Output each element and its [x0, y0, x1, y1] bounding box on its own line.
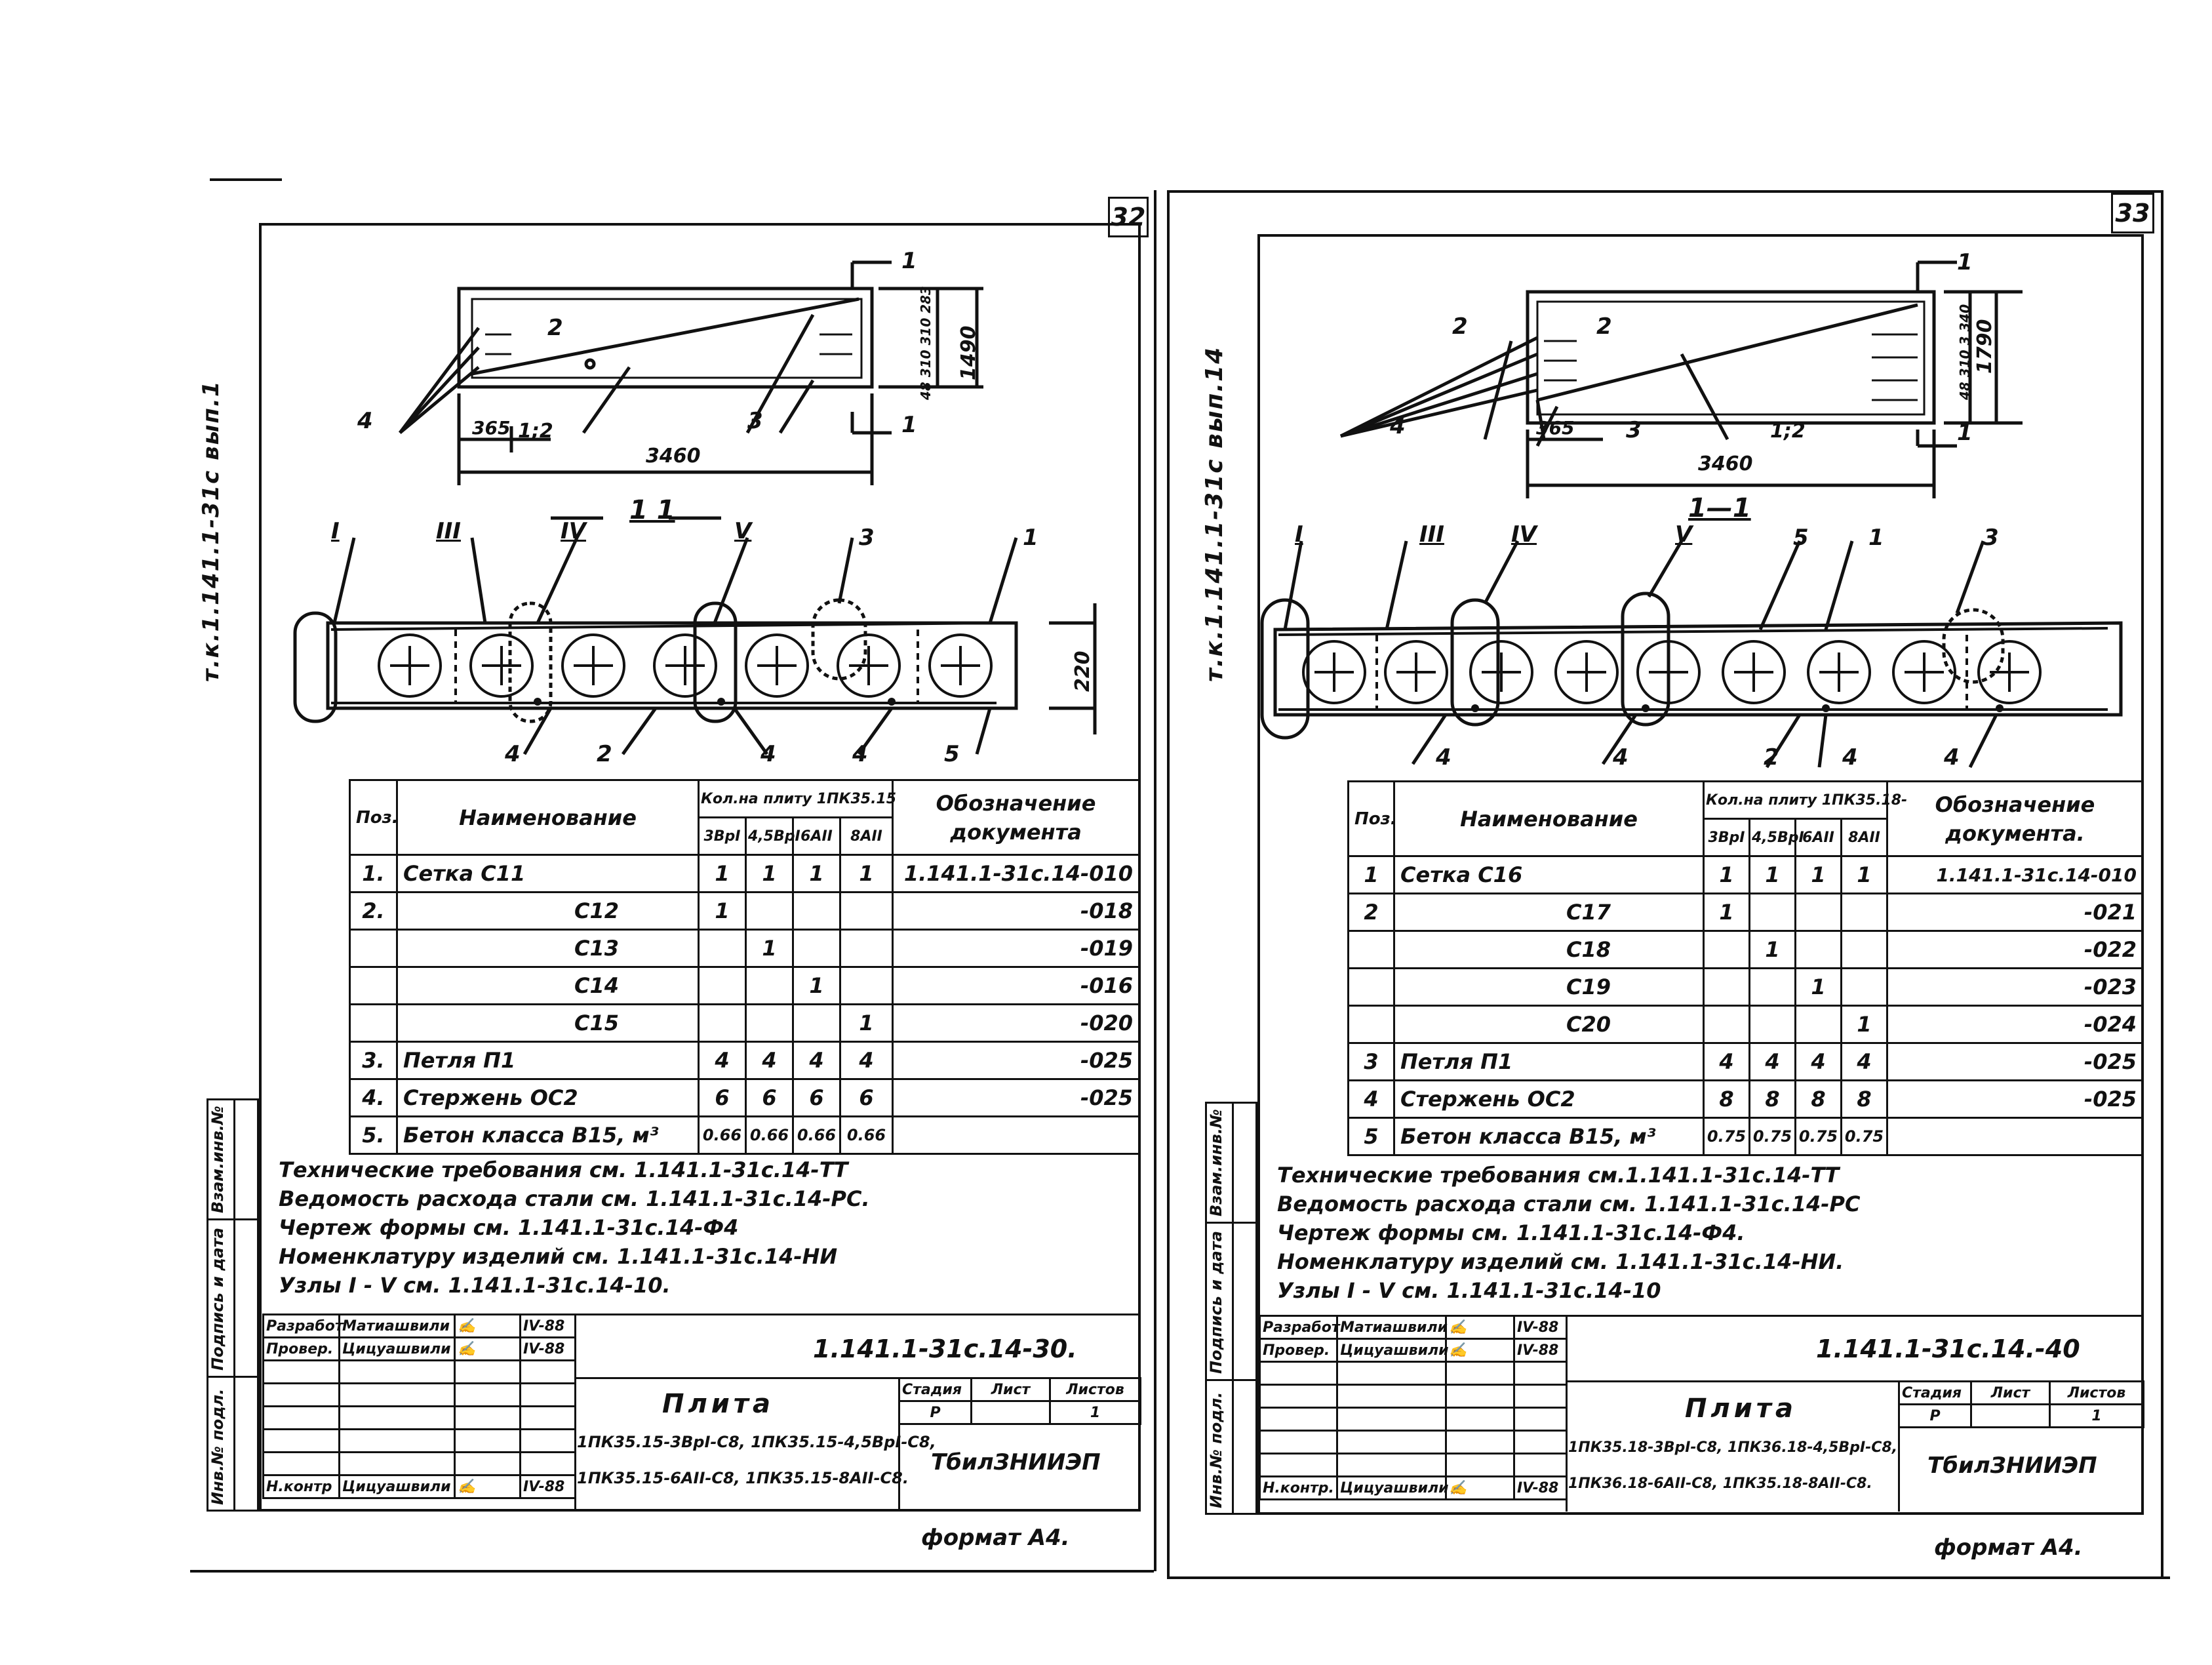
qty-cell: [1842, 969, 1887, 1006]
right-th-sub2: 4,5ВрI: [1750, 819, 1796, 856]
right-stamp-name: Плита: [1685, 1394, 1797, 1424]
left-note-5: Узлы I - V см. 1.141.1-31с.14-10.: [279, 1273, 671, 1298]
pos-cell: 1: [1349, 856, 1394, 894]
doc-cell: -022: [1887, 931, 2143, 969]
table-row: [1349, 969, 2143, 1006]
left-label-pos12: 1;2: [518, 420, 553, 443]
left-bottom-2: 2: [597, 741, 612, 767]
stamp-role: Разработ: [264, 1315, 340, 1338]
doc-cell: -023: [1887, 969, 2143, 1006]
qty-cell: 6: [840, 1079, 893, 1117]
stamp-signature: ✍: [1446, 1477, 1514, 1500]
qty-cell: [840, 930, 893, 967]
right-notes: [1277, 1161, 1860, 1305]
right-label-pos12: 1;2: [1770, 420, 1806, 443]
table-row: [350, 893, 1139, 930]
stamp-date: IV-88: [1514, 1477, 1567, 1500]
right-series-label: т.к.1.141.1-31с вып.14: [1201, 346, 1228, 682]
left-side-zam: Взам.инв.№: [208, 1106, 227, 1213]
qty-cell: 8: [1750, 1081, 1796, 1118]
pos-cell: 3.: [350, 1042, 397, 1079]
doc-cell: [893, 1117, 1139, 1154]
qty-cell: 1: [1842, 1006, 1887, 1043]
left-stamp-products-1: 1ПК35.15-3ВрI-С8, 1ПК35.15-4,5ВрI-С8,: [577, 1433, 936, 1451]
qty-cell: 0.66: [699, 1117, 746, 1154]
doc-cell: [1887, 1118, 2143, 1155]
stamp-role: Н.контр.: [1260, 1477, 1337, 1500]
qty-cell: [1704, 931, 1750, 969]
stamp-person: Цицуашвили: [1337, 1339, 1446, 1362]
doc-cell: -025: [893, 1079, 1139, 1117]
left-stamp-people: [262, 1314, 576, 1499]
bottom-rule-right: [1167, 1576, 2170, 1579]
left-th-name: Наименование: [397, 780, 699, 855]
table-row: [350, 1117, 1139, 1154]
qty-cell: [1750, 969, 1796, 1006]
name-cell: Бетон класса В15, м³: [397, 1117, 699, 1154]
left-plate-diagram: [262, 236, 1128, 774]
qty-cell: 0.75: [1704, 1118, 1750, 1155]
left-dim-220: 220: [1071, 651, 1094, 692]
qty-cell: [840, 967, 893, 1005]
stamp-role: Н.контр: [264, 1475, 340, 1498]
stamp-date: IV-88: [1514, 1339, 1567, 1362]
pos-cell: [350, 1005, 397, 1042]
stamp-person: Цицуашвили: [340, 1338, 455, 1361]
pos-cell: [1349, 931, 1394, 969]
qty-cell: 1: [1704, 894, 1750, 931]
qty-cell: 1: [793, 967, 840, 1005]
qty-cell: 1: [840, 855, 893, 893]
left-stamp-org: ТбилЗНИИЭП: [931, 1449, 1101, 1475]
left-label-pos2: 2: [547, 315, 563, 341]
qty-cell: 1: [1750, 856, 1796, 894]
qty-cell: 0.66: [746, 1117, 793, 1154]
right-node-III: III: [1419, 521, 1444, 548]
right-note-5: Узлы I - V см. 1.141.1-31с.14-10: [1277, 1278, 1661, 1303]
right-side-inv: Инв.№ подл.: [1207, 1392, 1225, 1508]
left-stamp-products-2: 1ПК35.15-6АII-С8, 1ПК35.15-8АII-С8.: [577, 1469, 909, 1487]
qty-cell: 4: [1750, 1043, 1796, 1081]
stamp-signature: ✍: [1446, 1339, 1514, 1362]
stamp-role: Провер.: [264, 1338, 340, 1361]
left-notes: [279, 1155, 870, 1300]
name-cell: С15: [397, 1005, 699, 1042]
right-plate-diagram: [1262, 243, 2134, 780]
left-dim-side: 48 310 310 283: [918, 286, 934, 400]
left-section-mark-bottom: 1: [901, 412, 917, 438]
right-label-pos2b: 2: [1596, 313, 1612, 340]
qty-cell: [1704, 969, 1750, 1006]
qty-cell: 1: [1842, 856, 1887, 894]
right-stamp-code: 1.141.1-31с.14.-40: [1816, 1334, 2080, 1363]
qty-cell: [746, 967, 793, 1005]
right-node-3: 3: [1983, 525, 1999, 551]
left-stamp-name: Плита: [662, 1389, 774, 1419]
qty-cell: [1796, 931, 1842, 969]
qty-cell: [1842, 931, 1887, 969]
pos-cell: [1349, 1006, 1394, 1043]
qty-cell: 1: [746, 855, 793, 893]
right-note-2: Ведомость расхода стали см. 1.141.1-31с.14-РС: [1277, 1192, 1861, 1216]
qty-cell: [699, 967, 746, 1005]
name-cell: С17: [1394, 894, 1704, 931]
qty-cell: 0.66: [840, 1117, 893, 1154]
qty-cell: [699, 1005, 746, 1042]
right-format: формат А4.: [1934, 1535, 2083, 1561]
doc-cell: -025: [1887, 1081, 2143, 1118]
doc-cell: -019: [893, 930, 1139, 967]
sheet-header: Лист: [1971, 1382, 2050, 1405]
left-note-1: Технические требования см. 1.141.1-31с.14-ТТ: [279, 1157, 848, 1182]
left-node-3: 3: [859, 525, 875, 551]
right-stamp-org: ТбилЗНИИЭП: [1927, 1453, 2097, 1479]
left-node-IV: IV: [561, 518, 586, 544]
stage-header: Стадия: [899, 1378, 972, 1401]
doc-cell: -016: [893, 967, 1139, 1005]
left-series-label: т.к.1.141.1-31с вып.1: [198, 380, 224, 682]
right-dim-side: 48 310 3 340: [1957, 304, 1973, 400]
left-format: формат А4.: [921, 1525, 1070, 1551]
right-side-sign: Подпись и дата: [1207, 1231, 1225, 1374]
stamp-person: Цицуашвили: [1337, 1477, 1446, 1500]
qty-cell: 1: [746, 930, 793, 967]
left-label-pos3: 3: [747, 408, 763, 434]
qty-cell: 4: [746, 1042, 793, 1079]
left-th-sub1: 3ВрI: [699, 818, 746, 855]
name-cell: Петля П1: [397, 1042, 699, 1079]
left-label-pos4: 4: [357, 408, 373, 434]
right-bottom-4c: 4: [1842, 744, 1858, 771]
right-th-sub1: 3ВрI: [1704, 819, 1750, 856]
qty-cell: 1: [699, 855, 746, 893]
name-cell: Сетка С16: [1394, 856, 1704, 894]
qty-cell: [1796, 894, 1842, 931]
right-th-sub4: 8АII: [1842, 819, 1887, 856]
qty-cell: 4: [1842, 1043, 1887, 1081]
right-bottom-4a: 4: [1436, 744, 1452, 771]
right-section-mark-bottom: 1: [1957, 420, 1973, 446]
left-note-2: Ведомость расхода стали см. 1.141.1-31с.14-РС.: [279, 1186, 870, 1211]
name-cell: С19: [1394, 969, 1704, 1006]
right-stamp-products-2: 1ПК36.18-6АII-С8, 1ПК35.18-8АII-С8.: [1568, 1475, 1872, 1492]
qty-cell: [793, 1005, 840, 1042]
name-cell: С13: [397, 930, 699, 967]
left-side-sign: Подпись и дата: [208, 1228, 227, 1371]
qty-cell: [793, 930, 840, 967]
qty-cell: 1: [793, 855, 840, 893]
table-row: [350, 855, 1139, 893]
sheets-value: 1: [2050, 1405, 2144, 1428]
qty-cell: 4: [699, 1042, 746, 1079]
right-stamp-stage: [1898, 1380, 2144, 1428]
pos-cell: 5.: [350, 1117, 397, 1154]
qty-cell: 6: [746, 1079, 793, 1117]
pos-cell: 2: [1349, 894, 1394, 931]
stamp-signature: ✍: [455, 1315, 521, 1338]
right-label-pos4: 4: [1390, 413, 1406, 439]
stage-value: Р: [1899, 1405, 1971, 1428]
name-cell: Сетка С11: [397, 855, 699, 893]
pos-cell: 4.: [350, 1079, 397, 1117]
left-node-V: V: [734, 518, 752, 544]
qty-cell: [746, 1005, 793, 1042]
left-dim-3460: 3460: [646, 445, 701, 468]
left-section-title: 1 1: [629, 495, 675, 525]
qty-cell: 1: [699, 893, 746, 930]
qty-cell: [699, 930, 746, 967]
left-bottom-5: 5: [944, 741, 960, 767]
qty-cell: 4: [840, 1042, 893, 1079]
stamp-date: IV-88: [521, 1475, 576, 1498]
stage-value: Р: [899, 1401, 972, 1424]
doc-cell: -020: [893, 1005, 1139, 1042]
right-label-pos2a: 2: [1452, 313, 1468, 340]
right-note-1: Технические требования см.1.141.1-31с.14-ТТ: [1277, 1163, 1840, 1188]
qty-cell: 6: [793, 1079, 840, 1117]
pos-cell: 4: [1349, 1081, 1394, 1118]
right-node-V: V: [1675, 521, 1693, 548]
stamp-date: IV-88: [521, 1338, 576, 1361]
right-outer-border-top: [1167, 190, 2163, 193]
right-page-number: 33: [2111, 193, 2154, 233]
name-cell: Стержень ОС2: [397, 1079, 699, 1117]
left-dim-1490: 1490: [957, 325, 980, 380]
table-row: [350, 1005, 1139, 1042]
doc-cell: -021: [1887, 894, 2143, 931]
doc-cell: 1.141.1-31с.14-010: [1887, 856, 2143, 894]
right-bottom-4b: 4: [1613, 744, 1629, 771]
right-drawing-frame: [1257, 234, 2144, 1515]
right-outer-border-left: [1167, 190, 1170, 1578]
qty-cell: 0.75: [1750, 1118, 1796, 1155]
doc-cell: -024: [1887, 1006, 2143, 1043]
qty-cell: [1750, 894, 1796, 931]
qty-cell: 0.75: [1796, 1118, 1842, 1155]
stamp-person: Матиашвили: [1337, 1316, 1446, 1339]
right-th-doc: Обозначение документа.: [1887, 782, 2143, 856]
left-th-sub3: 6АII: [793, 818, 840, 855]
right-bottom-4d: 4: [1944, 744, 1960, 771]
right-note-4: Номенклатуру изделий см. 1.141.1-31с.14-НИ.: [1277, 1249, 1844, 1274]
doc-cell: -025: [893, 1042, 1139, 1079]
left-bottom-4c: 4: [852, 741, 868, 767]
pos-cell: 5: [1349, 1118, 1394, 1155]
right-side-column: [1205, 1102, 1257, 1515]
right-stamp-products-1: 1ПК35.18-3ВрI-С8, 1ПК36.18-4,5ВрI-С8,: [1568, 1439, 1898, 1456]
qty-cell: 1: [1796, 969, 1842, 1006]
name-cell: С12: [397, 893, 699, 930]
left-bottom-4b: 4: [760, 741, 776, 767]
left-th-qty: Кол.на плиту 1ПК35.15: [699, 780, 893, 818]
table-row: [1349, 1118, 2143, 1155]
qty-cell: 0.66: [793, 1117, 840, 1154]
table-row: [1349, 856, 2143, 894]
stamp-signature: ✍: [455, 1338, 521, 1361]
right-th-pos: Поз.: [1349, 782, 1394, 856]
left-dim-365: 365: [472, 417, 511, 439]
left-node-1: 1: [1023, 525, 1038, 551]
stamp-role: Провер.: [1260, 1339, 1337, 1362]
left-section-mark-top: 1: [901, 248, 917, 274]
qty-cell: 8: [1704, 1081, 1750, 1118]
left-side-inv: Инв.№ подл.: [208, 1388, 227, 1505]
qty-cell: 8: [1842, 1081, 1887, 1118]
left-spec-table: [349, 779, 1140, 1155]
sheets-header: Листов: [2050, 1382, 2144, 1405]
right-label-pos3: 3: [1626, 417, 1642, 443]
right-section-mark-top: 1: [1957, 249, 1973, 275]
right-node-IV: IV: [1511, 521, 1537, 548]
right-dim-365: 365: [1536, 417, 1575, 439]
left-note-4: Номенклатуру изделий см. 1.141.1-31с.14-НИ: [279, 1244, 838, 1269]
left-note-3: Чертеж формы см. 1.141.1-31с.14-Ф4: [279, 1215, 739, 1240]
qty-cell: [840, 893, 893, 930]
left-stamp-stage: [898, 1377, 1141, 1425]
left-bottom-4a: 4: [505, 741, 521, 767]
right-outer-border-right: [2161, 190, 2163, 1578]
pos-cell: 3: [1349, 1043, 1394, 1081]
qty-cell: 1: [1704, 856, 1750, 894]
right-dim-3460: 3460: [1698, 452, 1753, 475]
qty-cell: [746, 893, 793, 930]
qty-cell: [793, 893, 840, 930]
qty-cell: 0.75: [1842, 1118, 1887, 1155]
right-th-qty: Кол.на плиту 1ПК35.18-: [1704, 782, 1887, 819]
right-stamp-people: [1259, 1315, 1568, 1500]
qty-cell: 6: [699, 1079, 746, 1117]
stamp-signature: ✍: [455, 1475, 521, 1498]
right-side-zam: Взам.инв.№: [1207, 1109, 1225, 1216]
left-stamp-code: 1.141.1-31с.14-30.: [813, 1334, 1077, 1363]
table-row: [350, 930, 1139, 967]
sheets-header: Листов: [1050, 1378, 1141, 1401]
pos-cell: 1.: [350, 855, 397, 893]
left-th-sub4: 8АII: [840, 818, 893, 855]
stamp-date: IV-88: [521, 1315, 576, 1338]
table-row: [1349, 894, 2143, 931]
left-node-I: I: [331, 518, 340, 544]
qty-cell: [1704, 1006, 1750, 1043]
right-note-3: Чертеж формы см. 1.141.1-31с.14-Ф4.: [1277, 1220, 1745, 1245]
table-row: [350, 967, 1139, 1005]
pos-cell: 2.: [350, 893, 397, 930]
table-row: [350, 1079, 1139, 1117]
qty-cell: [1796, 1006, 1842, 1043]
table-row: [1349, 1081, 2143, 1118]
left-th-sub2: 4,5ВрI: [746, 818, 793, 855]
left-th-pos: Поз.: [350, 780, 397, 855]
pos-cell: [1349, 969, 1394, 1006]
right-stamp-main: [1566, 1315, 2143, 1512]
stage-header: Стадия: [1899, 1382, 1971, 1405]
qty-cell: 1: [1750, 931, 1796, 969]
sheet-header: Лист: [972, 1378, 1050, 1401]
right-th-name: Наименование: [1394, 782, 1704, 856]
table-row: [1349, 1043, 2143, 1081]
right-node-1: 1: [1868, 525, 1884, 551]
stamp-date: IV-88: [1514, 1316, 1567, 1339]
right-dim-1790: 1790: [1973, 319, 1996, 374]
stamp-person: Матиашвили: [340, 1315, 455, 1338]
qty-cell: 1: [840, 1005, 893, 1042]
name-cell: Бетон класса В15, м³: [1394, 1118, 1704, 1155]
stamp-role: Разработ: [1260, 1316, 1337, 1339]
right-node-I: I: [1295, 521, 1303, 548]
left-outer-border: [1154, 190, 1156, 1571]
qty-cell: 4: [1704, 1043, 1750, 1081]
left-page-number: 32: [1108, 197, 1149, 237]
stamp-person: Цицуашвили: [340, 1475, 455, 1498]
name-cell: Петля П1: [1394, 1043, 1704, 1081]
right-spec-table: [1347, 780, 2144, 1156]
stamp-signature: ✍: [1446, 1316, 1514, 1339]
left-node-III: III: [436, 518, 461, 544]
right-section-title: 1—1: [1688, 493, 1751, 523]
table-row: [350, 1042, 1139, 1079]
qty-cell: [1750, 1006, 1796, 1043]
doc-cell: 1.141.1-31с.14-010: [893, 855, 1139, 893]
doc-cell: -025: [1887, 1043, 2143, 1081]
right-th-sub3: 6АII: [1796, 819, 1842, 856]
table-row: [1349, 1006, 2143, 1043]
qty-cell: 1: [1796, 856, 1842, 894]
doc-cell: -018: [893, 893, 1139, 930]
qty-cell: 4: [793, 1042, 840, 1079]
table-row: [1349, 931, 2143, 969]
left-th-doc: Обозначение документа: [893, 780, 1139, 855]
name-cell: Стержень ОС2: [1394, 1081, 1704, 1118]
qty-cell: [1842, 894, 1887, 931]
right-node-5: 5: [1793, 525, 1809, 551]
pos-cell: [350, 967, 397, 1005]
qty-cell: 8: [1796, 1081, 1842, 1118]
qty-cell: 4: [1796, 1043, 1842, 1081]
sheets-value: 1: [1050, 1401, 1141, 1424]
name-cell: С20: [1394, 1006, 1704, 1043]
name-cell: С14: [397, 967, 699, 1005]
pos-cell: [350, 930, 397, 967]
name-cell: С18: [1394, 931, 1704, 969]
right-bottom-2: 2: [1764, 744, 1779, 771]
